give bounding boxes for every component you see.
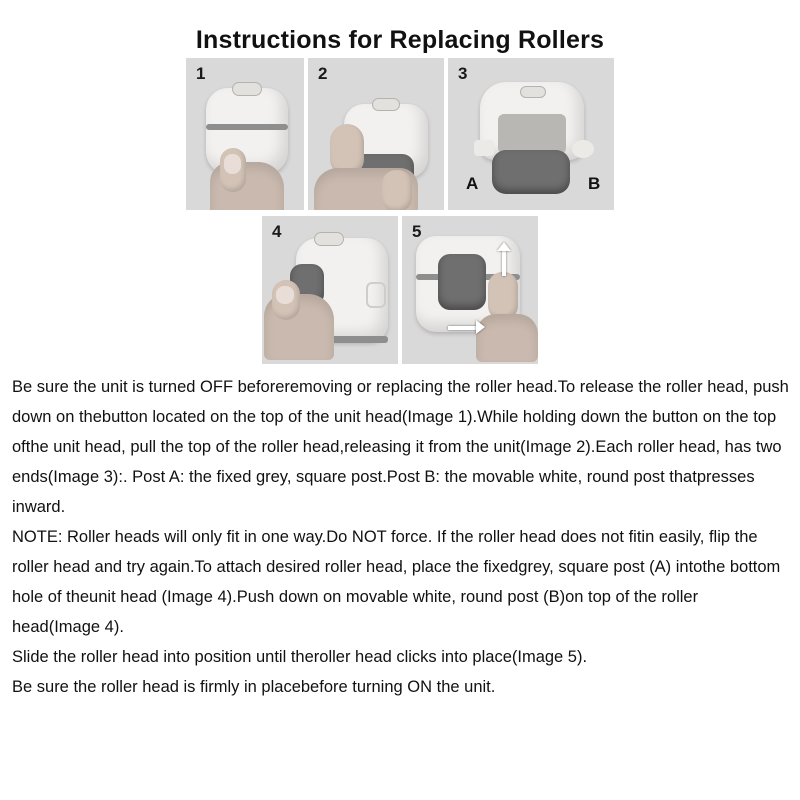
figure-panel-5	[402, 216, 538, 364]
paragraph-4: Be sure the roller head is firmly in placebefore turning ON the unit.	[12, 678, 496, 696]
figure-row-bottom	[0, 216, 800, 364]
figure-number: 2	[318, 64, 328, 83]
figure-number: 4	[272, 222, 282, 241]
insert-arrow-icon	[448, 312, 488, 342]
label-post-a: A	[466, 174, 479, 193]
label-post-b: B	[588, 174, 601, 193]
side-detail	[366, 282, 386, 308]
release-button	[520, 86, 546, 98]
post-b-round	[572, 140, 594, 158]
fingernail	[224, 154, 241, 174]
figure-number: 1	[196, 64, 206, 83]
post-a-square	[474, 140, 494, 156]
figure-panel-2	[308, 58, 444, 210]
paragraph-3: Slide the roller head into position until theroller head clicks into place(Image 5).	[12, 648, 588, 666]
device-seam	[206, 124, 288, 130]
finger	[488, 272, 518, 320]
roller-head	[492, 150, 570, 194]
page-title: Instructions for Replacing Rollers	[195, 26, 605, 54]
figure-panel-4	[262, 216, 398, 364]
paragraph-2: NOTE: Roller heads will only fit in one way.Do NOT force. If the roller head does not fitin easily, flip the roller head and try again.To attach desired roller head, place the fixedgrey, square post (A) intothe bottom hole of theunit head (Image 4).Push down on movable white, round post (B)on top of the roller head(Image 4).	[12, 528, 781, 636]
paragraph-1: Be sure the unit is turned OFF beforeremoving or replacing the roller head.To release the roller head, push down on thebutton located on the top of the unit head(Image 1).While holding down the button on the top ofthe unit head, pull the top of the roller head,releasing it from the unit(Image 2).Each roller head, has two ends(Image 3):. Post A: the fixed grey, square post.Post B: the movable white, round post thatpresses inward.	[12, 378, 789, 516]
figure-panel-3	[448, 58, 614, 210]
roller-head	[438, 254, 486, 310]
finger-lower	[382, 170, 412, 210]
figure-number: 5	[412, 222, 422, 241]
fingernail	[276, 286, 294, 304]
figure-row-top	[0, 58, 800, 210]
release-button	[232, 82, 262, 96]
instructions-text	[12, 372, 790, 702]
press-arrow-icon	[494, 242, 514, 276]
head-cavity	[498, 114, 566, 154]
figure-number: 3	[458, 64, 468, 83]
release-button	[372, 98, 400, 111]
release-button	[314, 232, 344, 246]
figure-strip	[0, 58, 800, 364]
figure-panel-1	[186, 58, 304, 210]
